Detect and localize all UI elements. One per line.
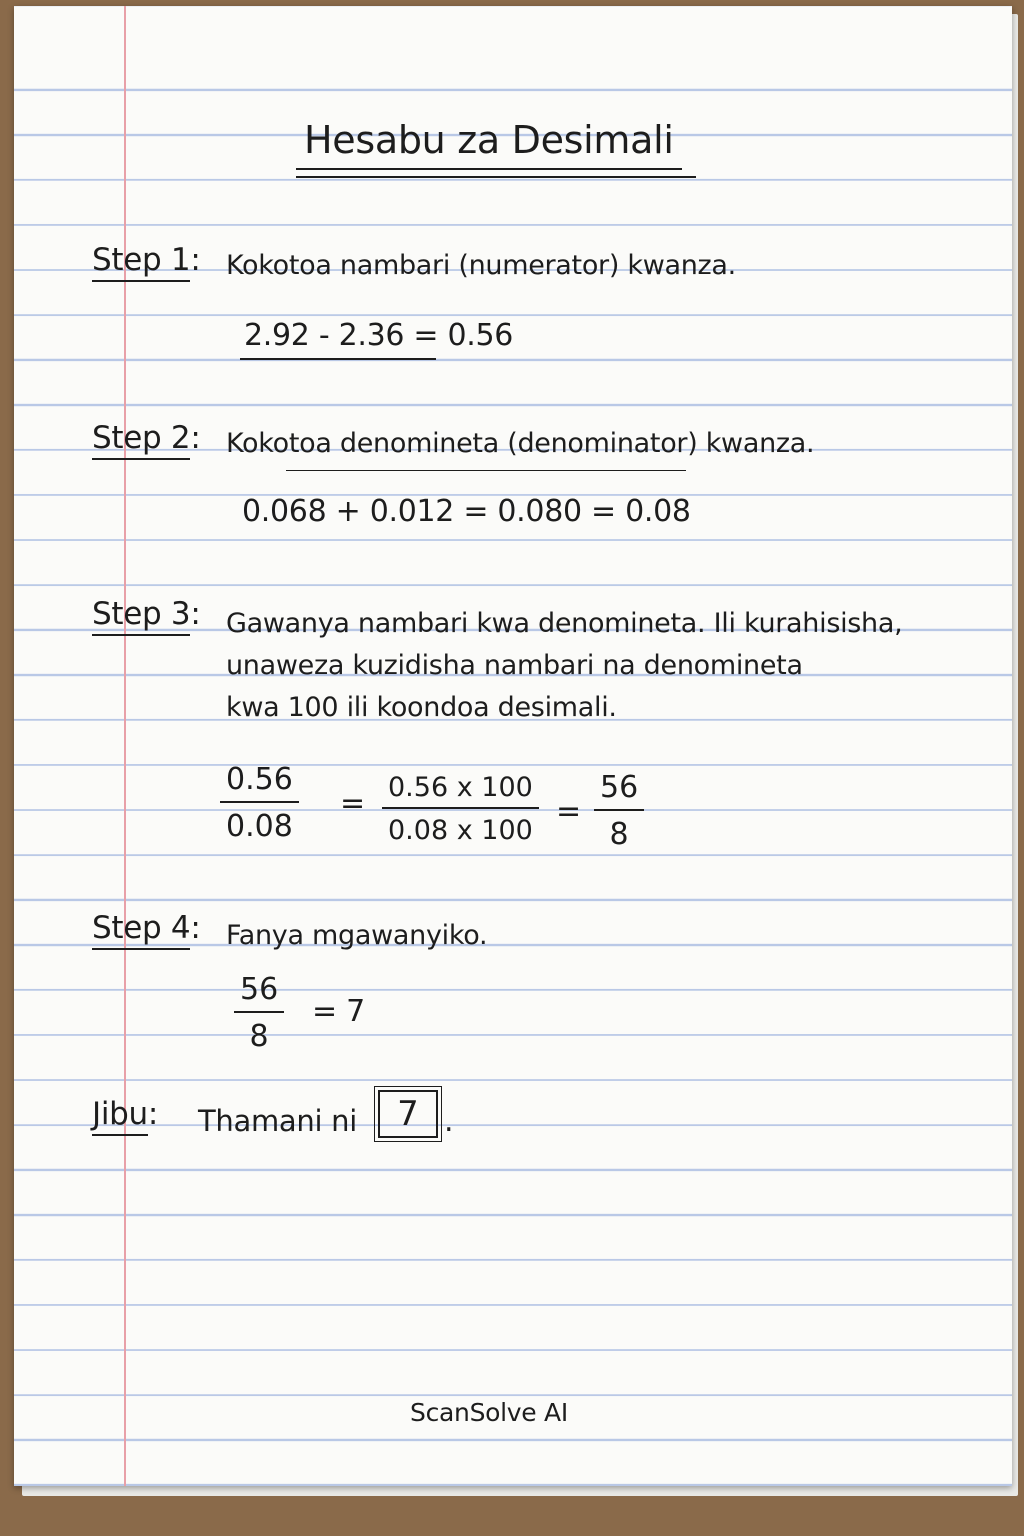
step-1-colon: : [190,242,201,278]
answer-label-group [92,1096,158,1132]
step-3-fraction-1-denominator: 0.08 [226,809,293,844]
step-4-fraction [234,972,284,1054]
step-3-fraction-2-denominator: 0.08 x 100 [388,815,533,846]
step-3-label: Step 3 [92,596,190,636]
margin-line [124,6,126,1486]
step-4-label: Step 4 [92,910,190,950]
step-3-label-group [92,596,201,632]
answer-box [378,1090,438,1138]
answer-colon: : [147,1096,159,1132]
step-2-label-group [92,420,201,456]
step-2-label: Step 2 [92,420,190,460]
step-4-fraction-numerator: 56 [234,972,284,1013]
step-1-math: 2.92 - 2.36 = 0.56 [244,318,514,353]
notebook-page [14,6,1012,1486]
step-3-fraction-1-numerator: 0.56 [220,762,299,803]
step-3-equals-1: = [340,786,365,821]
step-3-text-line-2: unaweza kuzidisha nambari na denomineta [226,650,803,681]
step-3-text-line-3: kwa 100 ili koondoa desimali. [226,692,617,723]
step-3-fraction-2 [382,772,539,846]
step-3-fraction-3 [594,770,644,852]
answer-value: 7 [397,1094,419,1134]
step-3-fraction-1 [220,762,299,844]
step-4-fraction-denominator: 8 [249,1019,269,1054]
step-4-colon: : [190,910,201,946]
step-3-fraction-3-numerator: 56 [594,770,644,811]
step-4-result: = 7 [312,994,365,1029]
step-1-text: Kokotoa nambari (numerator) kwanza. [226,250,736,281]
step-2-underline [286,470,686,471]
step-1-label: Step 1 [92,242,190,282]
step-3-colon: : [190,596,201,632]
step-3-fraction-2-numerator: 0.56 x 100 [382,772,539,809]
answer-text: Thamani ni [198,1104,357,1138]
answer-label: Jibu [92,1096,148,1136]
step-1-label-group [92,242,201,278]
title-double-underline [296,176,696,178]
step-2-colon: : [190,420,201,456]
step-1-math-underline [240,358,436,360]
answer-period: . [444,1104,454,1139]
step-3-fraction-3-denominator: 8 [609,817,629,852]
step-3-text-line-1: Gawanya nambari kwa denomineta. Ili kurahisisha, [226,608,903,639]
footer-brand: ScanSolve AI [410,1398,568,1427]
step-2-text: Kokotoa denomineta (denominator) kwanza. [226,428,815,459]
step-3-equals-2: = [556,794,581,829]
page-title: Hesabu za Desimali [296,118,682,170]
step-4-label-group [92,910,201,946]
step-4-text: Fanya mgawanyiko. [226,920,488,951]
step-2-math: 0.068 + 0.012 = 0.080 = 0.08 [242,494,691,529]
